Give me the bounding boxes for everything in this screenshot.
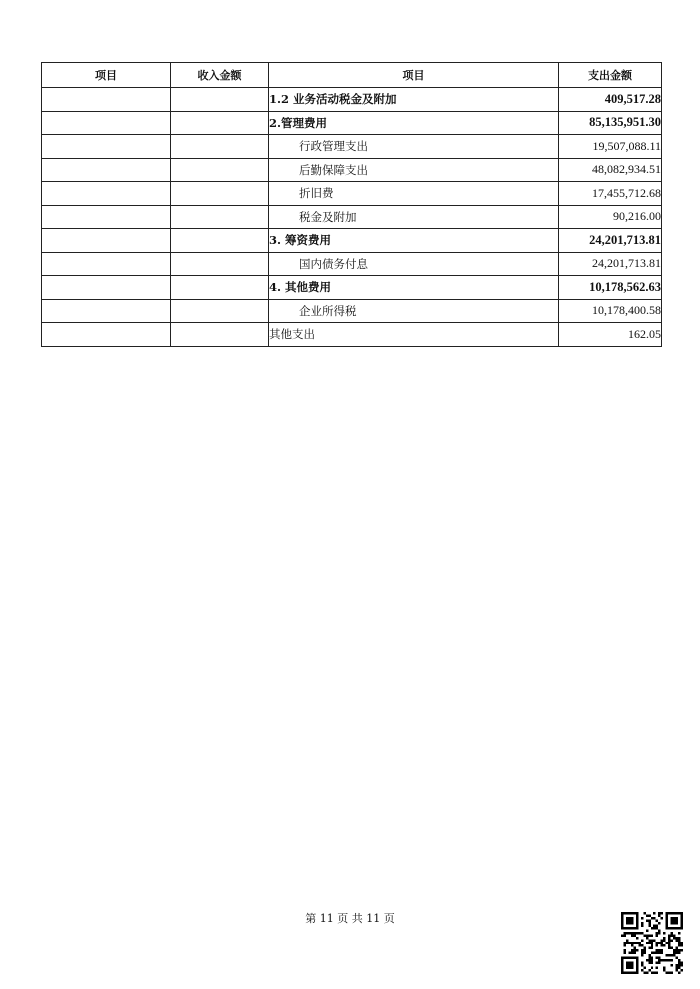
- header-income-amount: 收入金额: [171, 63, 269, 88]
- expense-item-cell: 其他支出: [269, 323, 559, 347]
- income-item-cell: [42, 135, 171, 159]
- income-item-cell: [42, 276, 171, 300]
- expense-amount-cell: 10,178,400.58: [559, 299, 662, 323]
- expense-amount-cell: 10,178,562.63: [559, 276, 662, 300]
- table-row: [42, 182, 662, 206]
- table-row: [42, 205, 662, 229]
- income-amount-cell: [171, 229, 269, 253]
- income-amount-cell: [171, 135, 269, 159]
- income-item-cell: [42, 299, 171, 323]
- income-amount-cell: [171, 276, 269, 300]
- expense-amount-cell: 24,201,713.81: [559, 229, 662, 253]
- expense-item-cell: 4. 其他费用: [269, 276, 559, 300]
- expense-item-cell: 行政管理支出: [269, 135, 559, 159]
- table-row: [42, 276, 662, 300]
- table-header-row: [42, 63, 662, 88]
- expense-amount-cell: 19,507,088.11: [559, 135, 662, 159]
- income-item-cell: [42, 252, 171, 276]
- income-item-cell: [42, 111, 171, 135]
- income-item-cell: [42, 205, 171, 229]
- expense-amount-cell: 24,201,713.81: [559, 252, 662, 276]
- expense-amount-cell: 162.05: [559, 323, 662, 347]
- expense-amount-cell: 409,517.28: [559, 88, 662, 112]
- expense-item-cell: 2.管理费用: [269, 111, 559, 135]
- table-row: [42, 299, 662, 323]
- expense-item-cell: 企业所得税: [269, 299, 559, 323]
- table-row: [42, 88, 662, 112]
- expense-amount-cell: 90,216.00: [559, 205, 662, 229]
- expense-item-cell: 3. 筹资费用: [269, 229, 559, 253]
- income-amount-cell: [171, 323, 269, 347]
- qr-code: [621, 912, 683, 974]
- income-amount-cell: [171, 299, 269, 323]
- income-amount-cell: [171, 111, 269, 135]
- header-expense-amount: 支出金额: [559, 63, 662, 88]
- header-expense-item: 项目: [269, 63, 559, 88]
- income-item-cell: [42, 182, 171, 206]
- header-income-item: 项目: [42, 63, 171, 88]
- expense-amount-cell: 85,135,951.30: [559, 111, 662, 135]
- expense-item-cell: 1.2 业务活动税金及附加: [269, 88, 559, 112]
- expense-amount-cell: 17,455,712.68: [559, 182, 662, 206]
- income-item-cell: [42, 229, 171, 253]
- table-row: [42, 252, 662, 276]
- table-row: [42, 135, 662, 159]
- income-amount-cell: [171, 205, 269, 229]
- income-item-cell: [42, 323, 171, 347]
- income-amount-cell: [171, 182, 269, 206]
- expense-item-cell: 国内债务付息: [269, 252, 559, 276]
- table-row: [42, 229, 662, 253]
- expense-item-cell: 后勤保障支出: [269, 158, 559, 182]
- expense-amount-cell: 48,082,934.51: [559, 158, 662, 182]
- income-amount-cell: [171, 158, 269, 182]
- expense-item-cell: 折旧费: [269, 182, 559, 206]
- income-amount-cell: [171, 88, 269, 112]
- table-row: [42, 323, 662, 347]
- expense-item-cell: 税金及附加: [269, 205, 559, 229]
- income-item-cell: [42, 88, 171, 112]
- expenditure-table: [41, 62, 662, 347]
- table-row: [42, 158, 662, 182]
- table-row: [42, 111, 662, 135]
- income-item-cell: [42, 158, 171, 182]
- income-amount-cell: [171, 252, 269, 276]
- page-number: 第 11 页 共 11 页: [305, 912, 395, 925]
